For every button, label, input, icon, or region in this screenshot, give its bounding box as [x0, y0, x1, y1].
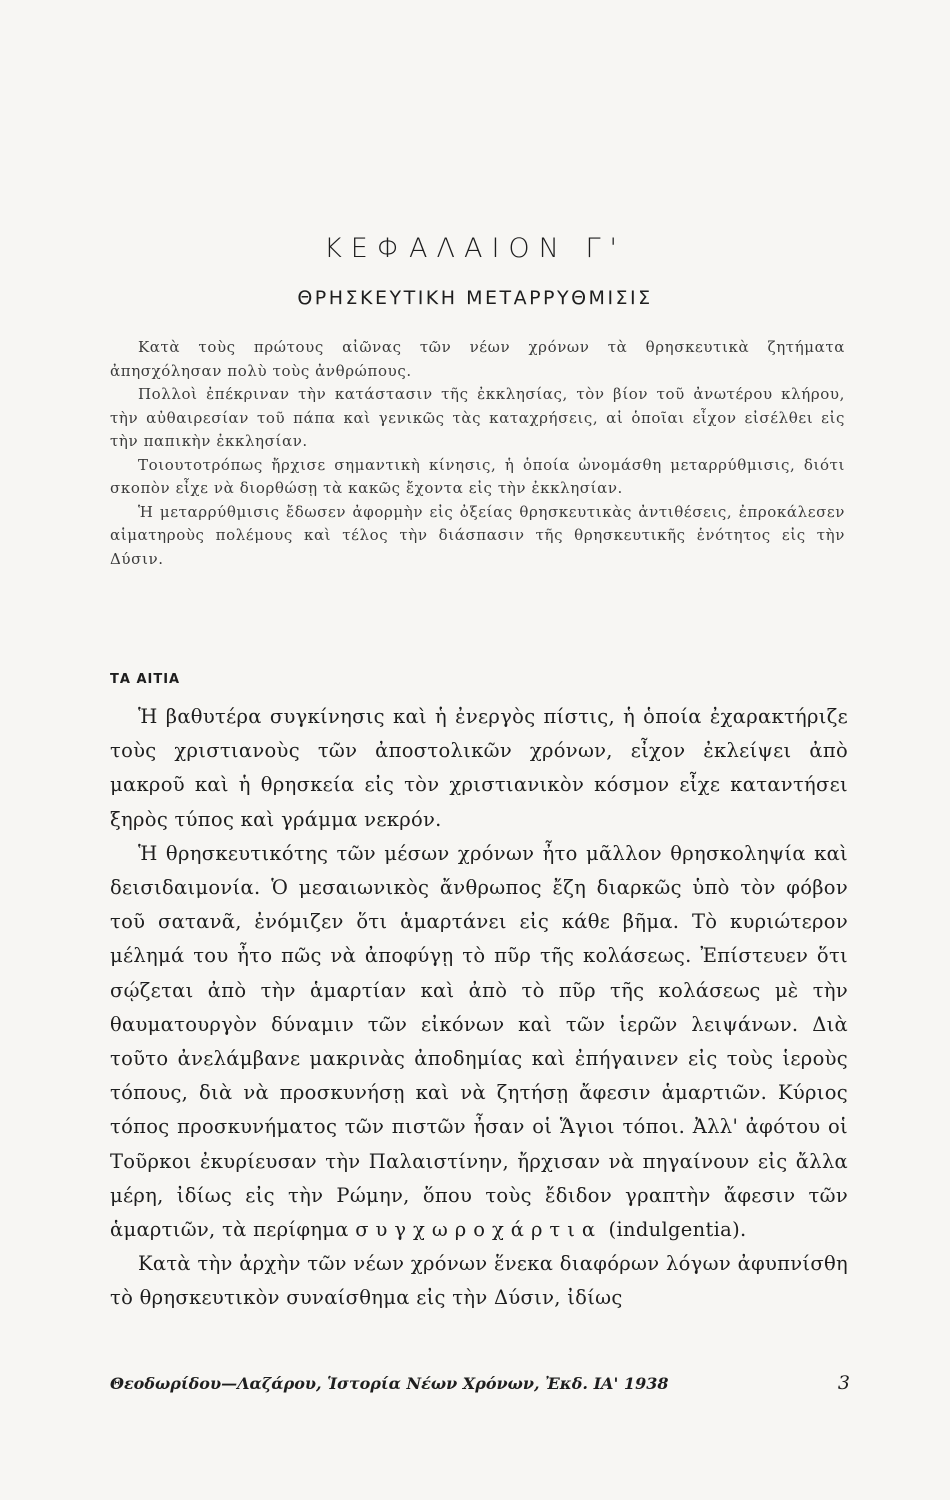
- summary-paragraph: Πολλοὶ ἐπέκριναν τὴν κατάστασιν τῆς ἐκκλησίας, τὸν βίον τοῦ ἀνωτέρου κλήρου, τὴν αὐθαιρεσίαν τοῦ πάπα καὶ γενικῶς τὰς καταχρήσεις, αἱ ὁποῖαι εἶχον εἰσέλθει εἰς τὴν παπικὴν ἐκκλησίαν.: [110, 385, 845, 450]
- footer-citation: Θεοδωρίδου—Λαζάρου, Ἱστορία Νέων Χρόνων, Ἐκδ. ΙΑ' 1938: [110, 1374, 669, 1393]
- page-number: 3: [837, 1372, 850, 1394]
- body-text-run: Ἡ θρησκευτικότης τῶν μέσων χρόνων ἦτο μᾶλλον θρησκοληψία καὶ δεισιδαιμονία. Ὁ μεσαιωνικὸς ἄνθρωπος ἔζη διαρκῶς ὑπὸ τὸν φόβον τοῦ σατανᾶ, ἐνόμιζεν ὅτι ἁμαρτάνει εἰς κάθε βῆμα. Τὸ κυριώτερον μέλημά του ἦτο πῶς νὰ ἀποφύγῃ τὸ πῦρ τῆς κολάσεως. Ἐπίστευεν ὅτι σῴζεται ἀπὸ τὴν ἁμαρτίαν καὶ ἀπὸ τὸ πῦρ τῆς κολάσεως μὲ τὴν θαυματουργὸν δύναμιν τῶν εἰκόνων καὶ τῶν ἱερῶν λειψάνων. Διὰ τοῦτο ἀνελάμβανε μακρινὰς ἀποδημίας καὶ ἐπήγαινεν εἰς τοὺς ἱεροὺς τόπους, διὰ νὰ προσκυνήσῃ καὶ νὰ ζητήσῃ ἄφεσιν ἁμαρτιῶν. Κύριος τόπος προσκυνήματος τῶν πιστῶν ἦσαν οἱ Ἅγιοι τόποι. Ἀλλ' ἀφότου οἱ Τοῦρκοι ἐκυρίευσαν τὴν Παλαιστίνην, ἤρχισαν νὰ πηγαίνουν εἰς ἄλλα μέρη, ἰδίως εἰς τὴν Ρώμην, ὅπου τοὺς ἔδιδον γραπτὴν ἄφεσιν τῶν ἁμαρτιῶν, τὰ περίφημα: [110, 841, 848, 1242]
- chapter-subtitle: ΘΡΗΣΚΕΥΤΙΚΗ ΜΕΤΑΡΡΥΘΜΙΣΙΣ: [297, 287, 653, 309]
- summary-paragraph: Ἡ μεταρρύθμισις ἔδωσεν ἀφορμὴν εἰς ὀξείας θρησκευτικὰς ἀντιθέσεις, ἐπροκάλεσεν αἱματηροὺς πολέμους καὶ τέλος τὴν διάσπασιν τῆς θρησκευτικῆς ἑνότητος εἰς τὴν Δύσιν.: [110, 502, 845, 568]
- summary-paragraph: Τοιουτοτρόπως ἤρχισε σημαντικὴ κίνησις, ἡ ὁποία ὠνομάσθη μεταρρύθμισις, διότι σκοπὸν εἶχε νὰ διορθώσῃ τὰ κακῶς ἔχοντα εἰς τὴν ἐκκλησίαν.: [110, 455, 845, 497]
- page-footer: [110, 1372, 850, 1394]
- latin-term: (indulgentia).: [608, 1218, 747, 1242]
- chapter-title: ΚΕΦΑΛΑΙΟΝ Γ': [324, 233, 626, 264]
- section-heading: ΤΑ ΑΙΤΙΑ: [110, 672, 181, 687]
- spaced-term: συγχωροχάρτια: [355, 1218, 603, 1242]
- chapter-summary: [110, 336, 845, 571]
- summary-paragraph: Κατὰ τοὺς πρώτους αἰῶνας τῶν νέων χρόνων τὰ θρησκευτικὰ ζητήματα ἀπησχόλησαν πολὺ τοὺς ἀνθρώπους.: [110, 338, 845, 380]
- body-paragraph: Κατὰ τὴν ἀρχὴν τῶν νέων χρόνων ἕνεκα διαφόρων λόγων ἀφυπνίσθη τὸ θρησκευτικὸν συναίσθημα εἰς τὴν Δύσιν, ἰδίως: [110, 1252, 848, 1310]
- section-body: [110, 700, 848, 1316]
- body-paragraph: [110, 837, 848, 1247]
- body-paragraph: Ἡ βαθυτέρα συγκίνησις καὶ ἡ ἐνεργὸς πίστις, ἡ ὁποία ἐχαρακτήριζε τοὺς χριστιανοὺς τῶν ἀποστολικῶν χρόνων, εἶχον ἐκλείψει ἀπὸ μακροῦ καὶ ἡ θρησκεία εἰς τὸν χριστιανικὸν κόσμον εἶχε καταντήσει ξηρὸς τύπος καὶ γράμμα νεκρόν.: [110, 705, 848, 831]
